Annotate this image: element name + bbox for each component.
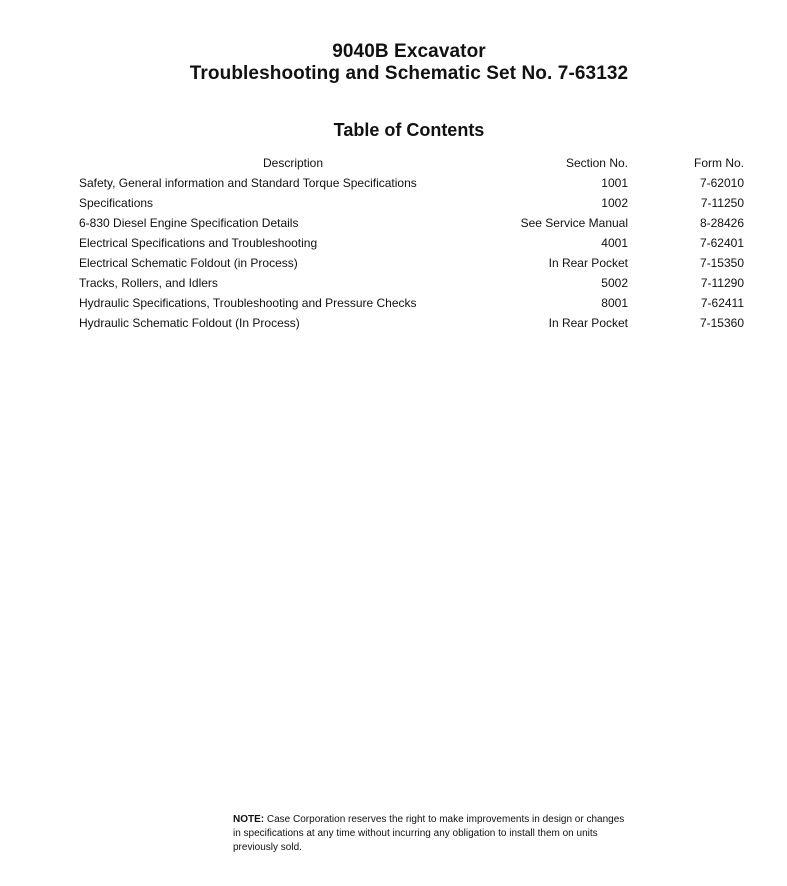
toc-row-section: In Rear Pocket xyxy=(548,316,628,330)
toc-row-section: 4001 xyxy=(601,236,628,250)
note-label: NOTE: xyxy=(233,814,265,825)
toc-row-section: 1002 xyxy=(601,196,628,210)
column-header-form: Form No. xyxy=(693,156,744,170)
toc-row-section: 5002 xyxy=(601,276,628,290)
toc-row xyxy=(79,213,744,233)
toc-row-form: 7-62401 xyxy=(699,236,744,250)
toc-row-section: 1001 xyxy=(601,176,628,190)
toc-row-form: 7-11250 xyxy=(700,196,744,210)
note-text: Case Corporation reserves the right to make improvements in design or changes in specifications at any time without incurring any obligation to install them on units previously sold. xyxy=(233,814,625,853)
document-title-block xyxy=(0,41,787,85)
table-of-contents xyxy=(79,153,744,333)
toc-row-section: 8001 xyxy=(601,296,628,310)
toc-row-description: Tracks, Rollers, and Idlers xyxy=(79,276,218,290)
toc-row-description: 6-830 Diesel Engine Specification Details xyxy=(79,216,299,230)
toc-row-description: Hydraulic Specifications, Troubleshooting and Pressure Checks xyxy=(79,296,417,310)
toc-row-form: 8-28426 xyxy=(699,216,744,230)
toc-row xyxy=(79,193,744,213)
disclaimer-note xyxy=(233,813,633,855)
column-header-section: Section No. xyxy=(565,156,628,170)
toc-row xyxy=(79,293,744,313)
toc-row-description: Safety, General information and Standard Torque Specifications xyxy=(79,176,417,190)
toc-row xyxy=(79,233,744,253)
toc-row xyxy=(79,273,744,293)
column-header-description: Description xyxy=(262,156,324,170)
toc-row-form: 7-62411 xyxy=(700,296,744,310)
toc-row-form: 7-62010 xyxy=(699,176,744,190)
toc-row-description: Electrical Specifications and Troubleshooting xyxy=(79,236,318,250)
toc-row-section: In Rear Pocket xyxy=(548,256,628,270)
toc-row-form: 7-11290 xyxy=(700,276,744,290)
document-title: 9040B Excavator xyxy=(332,41,486,62)
toc-heading: Table of Contents xyxy=(333,120,485,140)
toc-row-description: Electrical Schematic Foldout (in Process) xyxy=(79,256,298,270)
toc-column-headers xyxy=(79,153,744,173)
toc-row xyxy=(79,253,744,273)
toc-row xyxy=(79,313,744,333)
document-subtitle: Troubleshooting and Schematic Set No. 7-63132 xyxy=(189,63,629,84)
toc-row-section: See Service Manual xyxy=(520,216,628,230)
toc-row-description: Hydraulic Schematic Foldout (In Process) xyxy=(79,316,300,330)
toc-row-description: Specifications xyxy=(79,196,154,210)
toc-row xyxy=(79,173,744,193)
toc-row-form: 7-15350 xyxy=(699,256,744,270)
toc-row-form: 7-15360 xyxy=(699,316,744,330)
